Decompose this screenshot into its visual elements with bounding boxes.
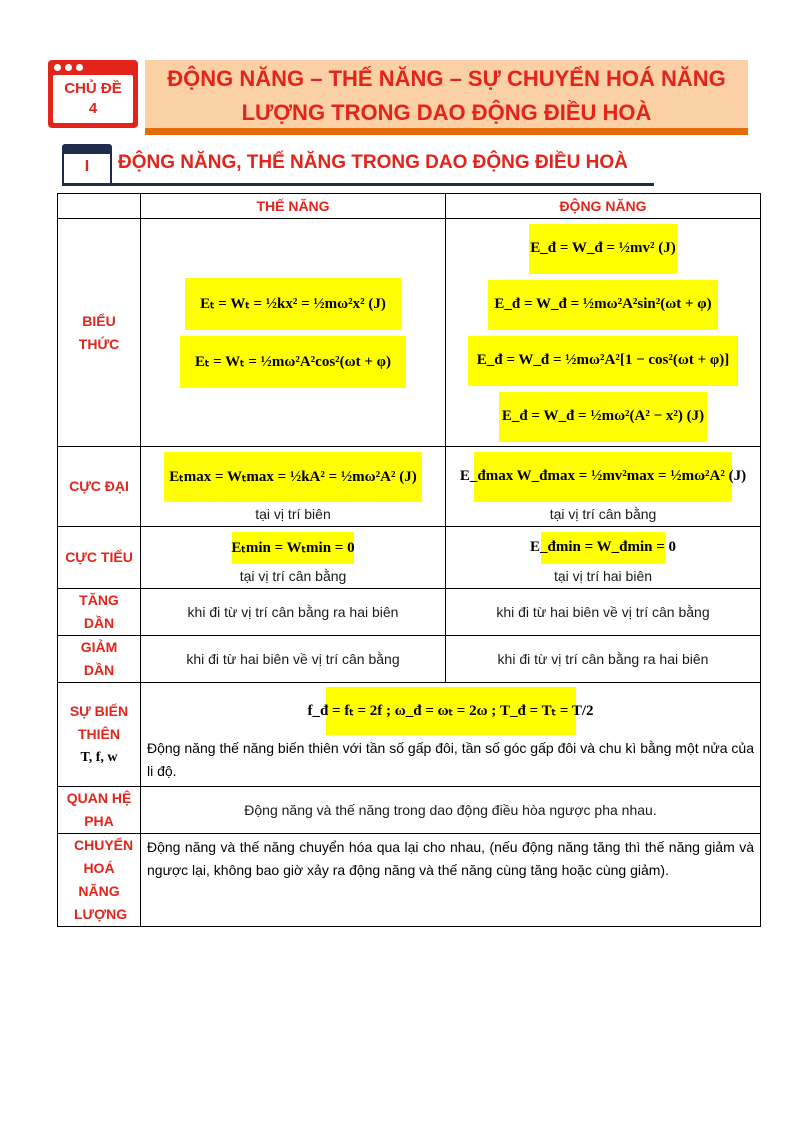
potential-min-position: tại vị trí cân bằng bbox=[239, 567, 347, 584]
kinetic-min-position: tại vị trí hai biên bbox=[553, 567, 653, 584]
formula-potential-2: Eₜ = Wₜ = ½mω²A²cos²(ωt + φ) bbox=[180, 336, 406, 388]
formula-kinetic-1: E_đ = W_đ = ½mv² (J) bbox=[529, 224, 677, 274]
table-header-row bbox=[58, 194, 761, 219]
cuc-dai-potential-cell bbox=[141, 447, 446, 527]
section-number: I bbox=[84, 158, 90, 175]
header-kinetic: ĐỘNG NĂNG bbox=[446, 194, 761, 219]
row-label-giam-dan: GIẢM DẦN bbox=[58, 636, 141, 683]
section-window-icon bbox=[62, 144, 112, 186]
chuyen-hoa-cell bbox=[141, 834, 761, 927]
row-bien-thien bbox=[58, 683, 761, 787]
chapter-badge-inner bbox=[53, 75, 133, 123]
chuyen-hoa-text: Động năng và thế năng chuyển hóa qua lại cho nhau, (nếu động năng tăng thì thế năng giảm và ngược lại, không bao giờ xảy ra động năng và thế năng cùng tăng hoặc cùng giảm). bbox=[147, 839, 754, 878]
row-label-bien-thien: SỰ BIẾN THIÊN T, f, w bbox=[58, 683, 141, 787]
chapter-title-line1: ĐỘNG NĂNG – THẾ NĂNG – SỰ CHUYỂN HOÁ NĂNG bbox=[167, 66, 726, 91]
quan-he-pha-text: Động năng và thế năng trong dao động điều hòa ngược pha nhau. bbox=[141, 787, 761, 834]
formula-kinetic-max: E_đmax W_đmax = ½mv²max = ½mω²A² (J) bbox=[474, 452, 732, 502]
bieu-thuc-potential-cell bbox=[141, 219, 446, 447]
tang-dan-potential: khi đi từ vị trí cân bằng ra hai biên bbox=[141, 589, 446, 636]
formula-potential-1: Eₜ = Wₜ = ½kx² = ½mω²x² (J) bbox=[185, 278, 401, 330]
row-tang-dan bbox=[58, 589, 761, 636]
row-label-cuc-dai: CỰC ĐẠI bbox=[58, 447, 141, 527]
cuc-tieu-potential-cell bbox=[141, 527, 446, 589]
formula-kinetic-4: E_đ = W_đ = ½mω²(A² − x²) (J) bbox=[499, 392, 707, 442]
cuc-dai-kinetic-cell bbox=[446, 447, 761, 527]
formula-double-frequency: f_đ = fₜ = 2f ; ω_đ = ωₜ = 2ω ; T_đ = Tₜ = T/2 bbox=[326, 687, 576, 735]
formula-kinetic-min: E_đmin = W_đmin = 0 bbox=[541, 532, 665, 564]
energy-table bbox=[57, 193, 761, 927]
header-potential: THẾ NĂNG bbox=[141, 194, 446, 219]
header-empty-cell bbox=[58, 194, 141, 219]
bieu-thuc-kinetic-cell bbox=[446, 219, 761, 447]
bien-thien-description: Động năng thế năng biến thiên với tần số gấp đôi, tần số góc gấp đôi và chu kì bằng một nửa của li độ. bbox=[147, 739, 754, 779]
section-title: ĐỘNG NĂNG, THẾ NĂNG TRONG DAO ĐỘNG ĐIỀU HOÀ bbox=[118, 152, 628, 173]
giam-dan-kinetic: khi đi từ vị trí cân bằng ra hai biên bbox=[446, 636, 761, 683]
bien-thien-cell bbox=[141, 683, 761, 787]
formula-kinetic-2: E_đ = W_đ = ½mω²A²sin²(ωt + φ) bbox=[488, 280, 718, 330]
cuc-tieu-kinetic-cell bbox=[446, 527, 761, 589]
row-label-tang-dan: TĂNG DẦN bbox=[58, 589, 141, 636]
chapter-title-line2: LƯỢNG TRONG DAO ĐỘNG ĐIỀU HOÀ bbox=[241, 100, 652, 125]
row-label-cuc-tieu: CỰC TIỂU bbox=[58, 527, 141, 589]
row-giam-dan bbox=[58, 636, 761, 683]
chapter-badge-label: CHỦ ĐỀ bbox=[64, 80, 122, 97]
chapter-badge bbox=[48, 60, 138, 128]
row-bieu-thuc bbox=[58, 219, 761, 447]
bien-thien-variables: T, f, w bbox=[80, 750, 118, 765]
row-label-chuyen-hoa: CHUYỂN HOÁ NĂNG LƯỢNG bbox=[58, 834, 141, 927]
row-cuc-dai bbox=[58, 447, 761, 527]
row-label-bieu-thuc: BIỂU THỨC bbox=[58, 219, 141, 447]
row-cuc-tieu bbox=[58, 527, 761, 589]
formula-potential-min: Eₜmin = Wₜmin = 0 bbox=[232, 532, 354, 564]
chapter-badge-number: 4 bbox=[88, 100, 98, 117]
row-label-quan-he-pha: QUAN HỆ PHA bbox=[58, 787, 141, 834]
row-quan-he-pha bbox=[58, 787, 761, 834]
tang-dan-kinetic: khi đi từ hai biên về vị trí cân bằng bbox=[446, 589, 761, 636]
row-chuyen-hoa bbox=[58, 834, 761, 927]
badge-dots bbox=[54, 64, 83, 72]
potential-max-position: tại vị trí biên bbox=[255, 505, 331, 522]
giam-dan-potential: khi đi từ hai biên về vị trí cân bằng bbox=[141, 636, 446, 683]
formula-potential-max: Eₜmax = Wₜmax = ½kA² = ½mω²A² (J) bbox=[164, 452, 422, 502]
formula-kinetic-3: E_đ = W_đ = ½mω²A²[1 − cos²(ωt + φ)] bbox=[468, 336, 738, 386]
section-underline bbox=[62, 183, 654, 186]
kinetic-max-position: tại vị trí cân bằng bbox=[549, 505, 657, 522]
chapter-title bbox=[145, 62, 748, 130]
